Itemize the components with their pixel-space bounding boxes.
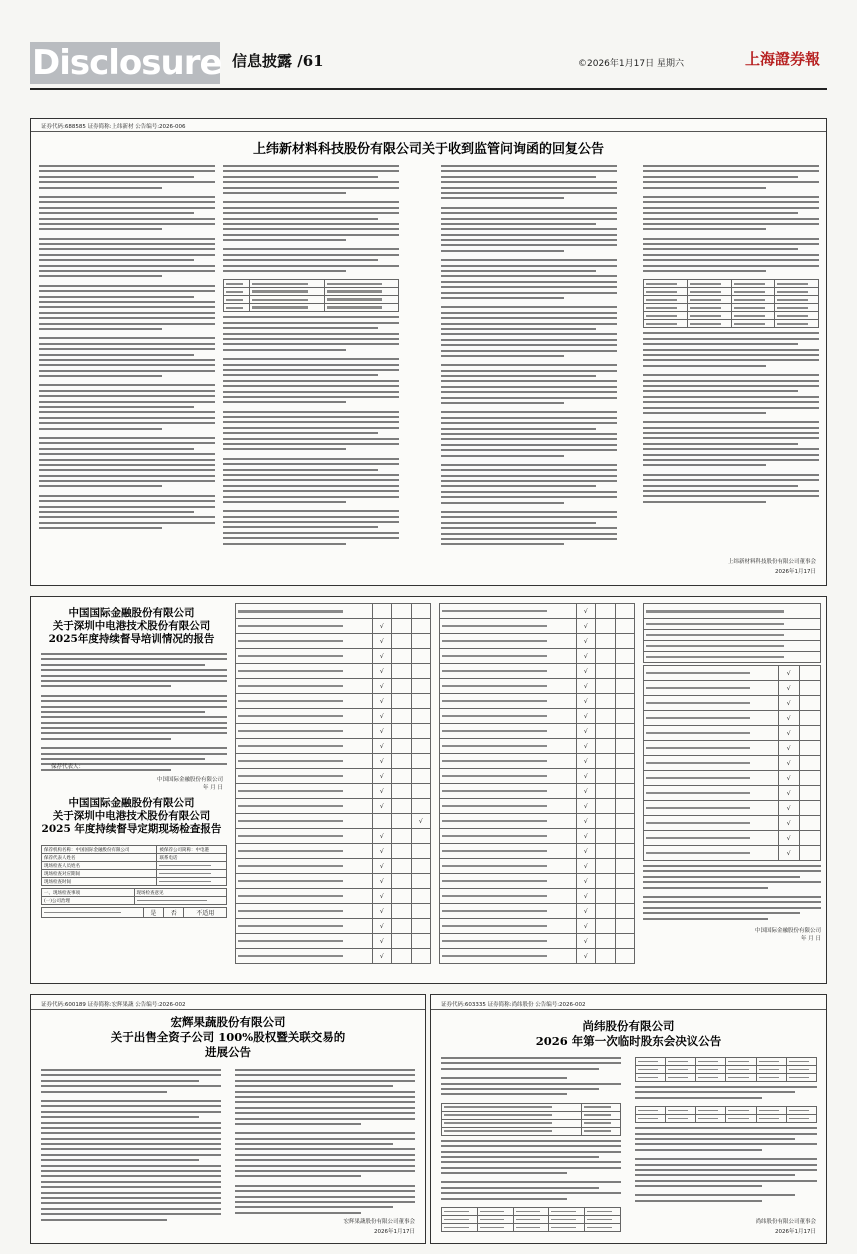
table-cell: 现场检查人员姓名 [42,862,157,870]
data-table [223,279,399,312]
check-mark: √ [372,769,392,784]
check-mark: √ [576,844,596,859]
cicc-conclusion-text [643,865,821,920]
sponsor-label: 保荐代表人： [51,764,85,770]
cicc-title-line: 2025 年度持续督导定期现场检查报告 [41,823,222,835]
table-cell: 被保荐公司简称：中电港 [157,846,227,854]
check-mark: √ [778,771,799,786]
notice-title: 上纬新材料科技股份有限公司关于收到监管问询函的回复公告 [252,142,604,157]
brand-logo: Disclosure [32,43,222,83]
check-mark: √ [576,754,596,769]
check-mark: √ [372,919,392,934]
check-mark: √ [411,814,431,829]
check-mark: √ [576,949,596,964]
check-mark: √ [372,859,392,874]
check-mark: √ [372,874,392,889]
text-column-1 [39,165,215,533]
shareholder-table [643,279,819,328]
section-title: 信息披露 /61 [232,52,324,70]
cicc-title-line: 中国国际金融股份有限公司 [68,607,195,619]
cicc-signature: 中国国际金融股份有限公司 [156,777,223,783]
voting-table [441,1207,621,1232]
notice-title-line: 2026 年第一次临时股东会决议公告 [535,1034,722,1048]
checklist-table-3 [643,603,821,942]
notice-signature: 宏辉果蔬股份有限公司董事会 [343,1219,415,1225]
check-mark: √ [778,666,799,681]
table-cell: 否 [164,908,184,918]
text-column-2 [635,1057,817,1205]
check-mark: √ [372,724,392,739]
notice-cicc [30,596,827,984]
check-mark: √ [778,816,799,831]
check-mark: √ [576,679,596,694]
check-mark: √ [576,904,596,919]
checklist-table-1 [235,603,431,964]
notice-date: 2026年1月17日 [775,1229,816,1235]
check-mark: √ [576,604,596,619]
table-cell: 不适用 [184,908,227,918]
notice-shangwei-gufen [430,994,827,1244]
check-mark: √ [576,829,596,844]
table-cell: 现场检查对应期间 [42,870,157,878]
table-cell: 保荐机构名称：中国国际金融股份有限公司 [42,846,157,854]
notice-code-line: 证券代码:688585 证券简称:上纬新材 公告编号:2026-006 [41,124,186,130]
check-mark: √ [576,634,596,649]
check-mark: √ [372,634,392,649]
check-mark: √ [372,694,392,709]
cicc-title-line: 关于深圳中电港技术股份有限公司 [52,810,211,822]
voting-result-table-2 [635,1106,817,1123]
inspection-info-table [41,845,227,918]
check-mark: √ [372,904,392,919]
check-mark: √ [372,619,392,634]
notice-title [31,1015,425,1060]
newspaper-name: 上海證券報 [745,50,821,68]
check-mark: √ [576,799,596,814]
masthead-rule [30,88,827,90]
check-mark: √ [576,859,596,874]
check-mark: √ [372,949,392,964]
notice-title-line: 尚纬股份有限公司 [582,1019,675,1033]
cicc-text [41,653,227,774]
check-mark: √ [576,739,596,754]
table-cell: 现场检查时间 [42,878,157,886]
notice-signature: 尚纬股份有限公司董事会 [755,1219,816,1225]
notice-shangwei [30,118,827,586]
voting-result-table [635,1057,817,1082]
cicc-title-line: 2025年度持续督导培训情况的报告 [48,633,215,645]
issue-date: ©2026年1月17日 星期六 [578,59,684,69]
check-mark: √ [576,889,596,904]
text-column-3 [441,165,617,549]
cicc-title-inspection [39,797,224,836]
meeting-info-table [441,1103,621,1136]
divider [31,1009,425,1010]
check-mark: √ [372,739,392,754]
check-mark: √ [372,679,392,694]
check-mark: √ [372,784,392,799]
check-mark: √ [778,786,799,801]
check-mark: √ [778,741,799,756]
text-column-1 [441,1057,621,1232]
check-mark: √ [778,696,799,711]
check-mark: √ [372,934,392,949]
notice-hongyu [30,994,426,1244]
checklist-table-2 [439,603,635,964]
check-mark: √ [576,814,596,829]
check-mark: √ [576,664,596,679]
table-cell: (一)公司治理 [42,897,135,905]
check-mark: √ [372,649,392,664]
cicc-title-line: 关于深圳中电港技术股份有限公司 [52,620,211,632]
text-column-2 [223,165,399,548]
check-mark: √ [576,769,596,784]
notice-date: 2026年1月17日 [374,1229,415,1235]
check-mark: √ [372,889,392,904]
check-mark: √ [576,694,596,709]
check-mark: √ [576,709,596,724]
text-column-2 [235,1069,415,1217]
check-mark: √ [778,711,799,726]
check-mark: √ [372,829,392,844]
check-mark: √ [576,934,596,949]
check-mark: √ [778,756,799,771]
check-mark: √ [372,709,392,724]
table-cell: 保荐代表人姓名 [42,854,157,862]
notice-title-line: 进展公告 [205,1045,251,1059]
cicc-signature-2: 中国国际金融股份有限公司 [754,927,821,934]
notice-title-line: 宏辉果蔬股份有限公司 [170,1015,286,1029]
check-mark: √ [778,801,799,816]
divider [31,131,826,132]
notice-title-line: 关于出售全资子公司 100%股权暨关联交易的 [110,1030,346,1044]
check-mark: √ [372,754,392,769]
cicc-sign-date-2: 年 月 日 [801,935,821,942]
masthead [0,0,857,88]
table-cell: 联系电话 [157,854,227,862]
check-mark: √ [778,831,799,846]
cicc-sign-date: 年 月 日 [203,785,223,791]
notice-signature: 上纬新材料科技股份有限公司董事会 [727,559,816,565]
check-mark: √ [778,726,799,741]
check-mark: √ [576,874,596,889]
table-cell: 是 [143,908,163,918]
notice-date: 2026年1月17日 [775,569,816,575]
divider [431,1009,826,1010]
check-mark: √ [372,844,392,859]
check-mark: √ [576,724,596,739]
check-mark: √ [576,619,596,634]
notice-title [431,1019,826,1049]
text-column-4 [643,165,819,506]
cicc-title-line: 中国国际金融股份有限公司 [68,797,195,809]
check-mark: √ [372,799,392,814]
text-column-1 [41,1069,221,1224]
check-mark: √ [778,846,799,861]
check-mark: √ [778,681,799,696]
check-mark: √ [576,784,596,799]
table-cell: 一、现场检查事项 [42,889,135,897]
check-mark: √ [576,649,596,664]
check-mark: √ [372,664,392,679]
notice-code-line: 证券代码:603335 证券简称:尚纬股份 公告编号:2026-002 [441,1002,586,1008]
cicc-title-training [39,607,224,646]
check-mark: √ [576,919,596,934]
table-cell: 现场检查意见 [134,889,227,897]
notice-code-line: 证券代码:600189 证券简称:宏辉果蔬 公告编号:2026-002 [41,1002,186,1008]
